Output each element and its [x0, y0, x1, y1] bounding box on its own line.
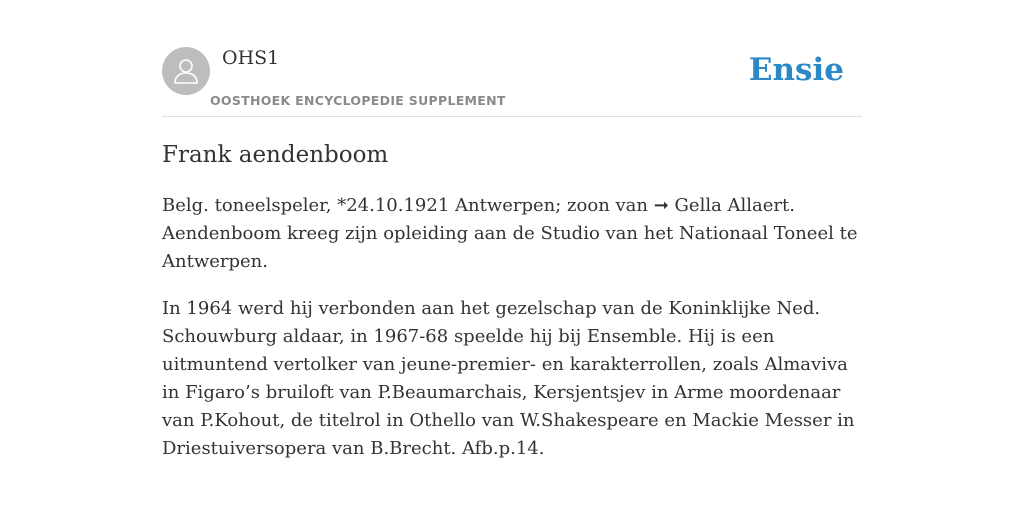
avatar[interactable]: [162, 47, 210, 95]
article-title: Frank aendenboom: [162, 142, 389, 168]
article-body: [162, 192, 862, 482]
source-label[interactable]: OOSTHOEK ENCYCLOPEDIE SUPPLEMENT: [210, 93, 506, 108]
brand-logo[interactable]: Ensie: [748, 52, 844, 88]
header: [162, 46, 862, 117]
article-paragraph: In 1964 werd hij verbonden aan het gezelschap van de Koninklijke Ned. Schouwburg aldaar, in 1967-68 speelde hij bij Ensemble. Hij is een uitmuntend vertolker van jeune-premier- en karakterrollen, zoals Almaviva in Figaro’s bruiloft van P.Beaumarchais, Kersjentsjev in Arme moordenaar van P.Kohout, de titelrol in Othello van W.Shakespeare en Mackie Messer in Driestuiversopera van B.Brecht. Afb.p.14.: [162, 298, 855, 459]
article-paragraph: Belg. toneelspeler, *24.10.1921 Antwerpen; zoon van ➞ Gella Allaert. Aendenboom kreeg zijn opleiding aan de Studio van het Nationaal Toneel te Antwerpen.: [162, 195, 858, 272]
user-icon: [171, 56, 201, 86]
username-link[interactable]: OHS1: [222, 47, 280, 69]
